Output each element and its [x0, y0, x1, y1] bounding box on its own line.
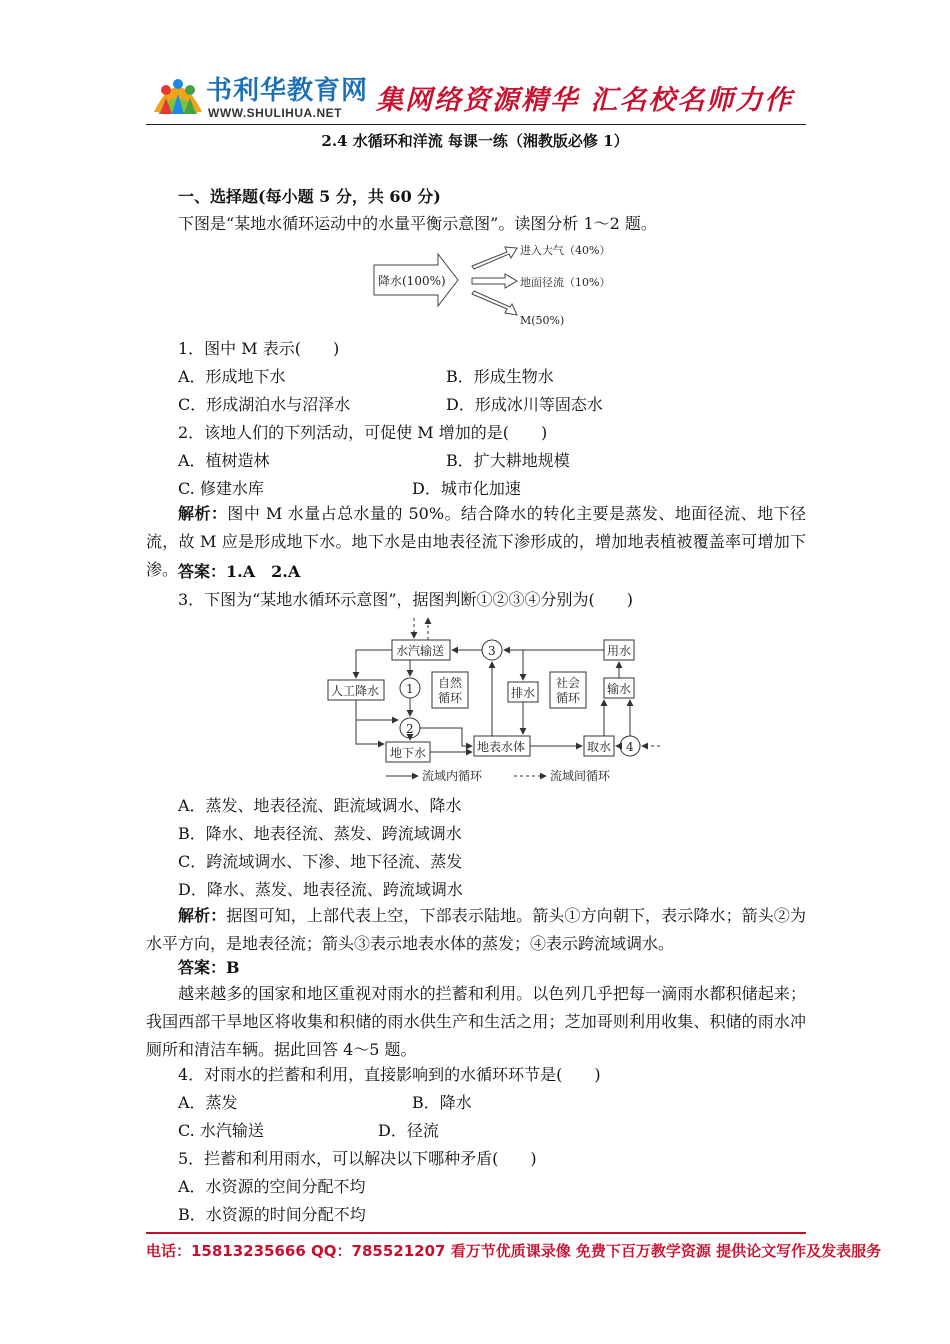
section-heading-label: 一、选择题 [178, 187, 259, 206]
arrow-m [472, 291, 517, 315]
flow-vapor-left [356, 650, 392, 678]
fig2-natural-2: 循环 [438, 691, 463, 705]
fig2-social-1: 社会 [556, 676, 581, 690]
q1-option-c[interactable]: C．形成湖泊水与沼泽水 [178, 395, 351, 414]
passage-4-5: 越来越多的国家和地区重视对雨水的拦蓄和利用。以色列几乎把每一滴雨水都积储起来；我国西部干旱地区将收集和积储的雨水供生产和生活之用；芝加哥则利用收集、积储的雨水冲厕所和清洁车辆。据此回答 4～5 题。 [146, 984, 806, 1059]
fig2-n3: 3 [488, 644, 496, 658]
section-heading [178, 186, 441, 208]
q1-option-b[interactable]: B．形成生物水 [446, 367, 554, 386]
q1-stem: 1．图中 M 表示( ) [178, 339, 340, 358]
fig2-natural-1: 自然 [438, 676, 463, 690]
fig2-groundwater: 地下水 [390, 746, 427, 760]
logo-url: WWW.SHULIHUA.NET [208, 106, 342, 120]
q2-stem: 2．该地人们的下列活动，可促使 M 增加的是( ) [178, 423, 548, 442]
fig1-out2: 地面径流（10%） [520, 276, 611, 289]
header-rule [146, 124, 806, 125]
flow-left-loop [356, 700, 384, 744]
q4-option-b[interactable]: B．降水 [412, 1093, 472, 1112]
q2-option-d[interactable]: D．城市化加速 [412, 479, 521, 498]
q3-option-d[interactable]: D．降水、蒸发、地表径流、跨流域调水 [178, 880, 463, 899]
legend-solid: 流域内循环 [422, 769, 483, 783]
logo-people-icon [150, 68, 206, 120]
fig2-social-2: 循环 [556, 691, 581, 705]
fig2-artificial-rain: 人工降水 [331, 684, 380, 698]
header-slogan: 集网络资源精华 汇名校名师力作 [376, 85, 794, 116]
fig2-use: 用水 [607, 644, 632, 658]
fig2-n4: 4 [626, 740, 634, 754]
intro-1-2: 下图是“某地水循环运动中的水量平衡示意图”。读图分析 1～2 题。 [178, 214, 657, 233]
q3-option-c[interactable]: C．跨流域调水、下渗、地下径流、蒸发 [178, 852, 463, 871]
logo-text: 书利华教育网 [206, 76, 369, 106]
answer-3: 答案：B [178, 958, 240, 977]
fig1-input: 降水(100%) [378, 274, 446, 288]
fig2-intake: 取水 [587, 740, 612, 754]
arrow-runoff [472, 274, 517, 288]
fig2-vapor: 水汽输送 [396, 644, 445, 658]
fig1-out1: 进入大气（40%） [520, 244, 611, 257]
fig1-out3: M(50%) [520, 314, 565, 327]
section-heading-note: (每小题 5 分，共 60 分) [258, 187, 441, 206]
q3-option-a[interactable]: A．蒸发、地表径流、距流域调水、降水 [178, 796, 462, 815]
q2-option-c[interactable]: C. 修建水库 [178, 479, 264, 498]
fig2-surface: 地表水体 [477, 740, 526, 754]
footer-rule [146, 1232, 806, 1234]
doc-title: 2.4 水循环和洋流 每课一练（湘教版必修 1） [321, 132, 629, 150]
fig2-n2: 2 [406, 722, 414, 736]
q4-option-d[interactable]: D．径流 [378, 1121, 439, 1140]
q1-option-a[interactable]: A．形成地下水 [178, 367, 286, 386]
q2-option-a[interactable]: A．植树造林 [178, 451, 270, 470]
figure-water-cycle [322, 614, 662, 786]
q4-stem: 4．对雨水的拦蓄和利用，直接影响到的水循环环节是( ) [178, 1065, 601, 1084]
legend-dash: 流域间循环 [550, 769, 611, 783]
footer-contact: 电话：15813235666 QQ：785521207 看万节优质课录像 免费下百万教学资源 提供论文写作及发表服务 [146, 1242, 882, 1260]
figure-water-balance [372, 236, 632, 332]
q5-option-a[interactable]: A．水资源的空间分配不均 [178, 1177, 366, 1196]
arrow-atmosphere [472, 247, 517, 269]
q5-stem: 5．拦蓄和利用雨水，可以解决以下哪种矛盾( ) [178, 1149, 537, 1168]
q1-option-d[interactable]: D．形成冰川等固态水 [446, 395, 603, 414]
flow-artificial-to-2 [356, 700, 398, 720]
analysis-text: 图中 M 水量占总水量的 50%。结合降水的转化主要是蒸发、地面径流、地下径流，故 M 应是形成地下水。地下水是由地表径流下渗形成的，增加地表植被覆盖率可增加下渗。 [146, 504, 806, 579]
fig2-delivery: 输水 [607, 682, 632, 696]
q3-stem: 3．下图为“某地水循环示意图”，据图判断①②③④分别为( ) [178, 590, 634, 609]
q5-option-b[interactable]: B．水资源的时间分配不均 [178, 1205, 366, 1224]
fig2-drain: 排水 [511, 686, 536, 700]
q3-option-b[interactable]: B．降水、地表径流、蒸发、跨流域调水 [178, 824, 462, 843]
q4-option-c[interactable]: C. 水汽输送 [178, 1121, 264, 1140]
analysis-label: 解析： [178, 504, 228, 523]
q2-option-b[interactable]: B．扩大耕地规模 [446, 451, 570, 470]
q4-option-a[interactable]: A．蒸发 [178, 1093, 238, 1112]
fig2-n1: 1 [406, 682, 414, 696]
header [140, 64, 810, 130]
analysis-3 [146, 902, 806, 958]
answer-1-2: 答案：1.A 2.A [178, 562, 301, 581]
analysis-3-text: 据图可知，上部代表上空，下部表示陆地。箭头①方向朝下，表示降水；箭头②为水平方向，是地表径流；箭头③表示地表水体的蒸发；④表示跨流域调水。 [146, 906, 806, 953]
analysis-3-label: 解析： [178, 906, 227, 925]
